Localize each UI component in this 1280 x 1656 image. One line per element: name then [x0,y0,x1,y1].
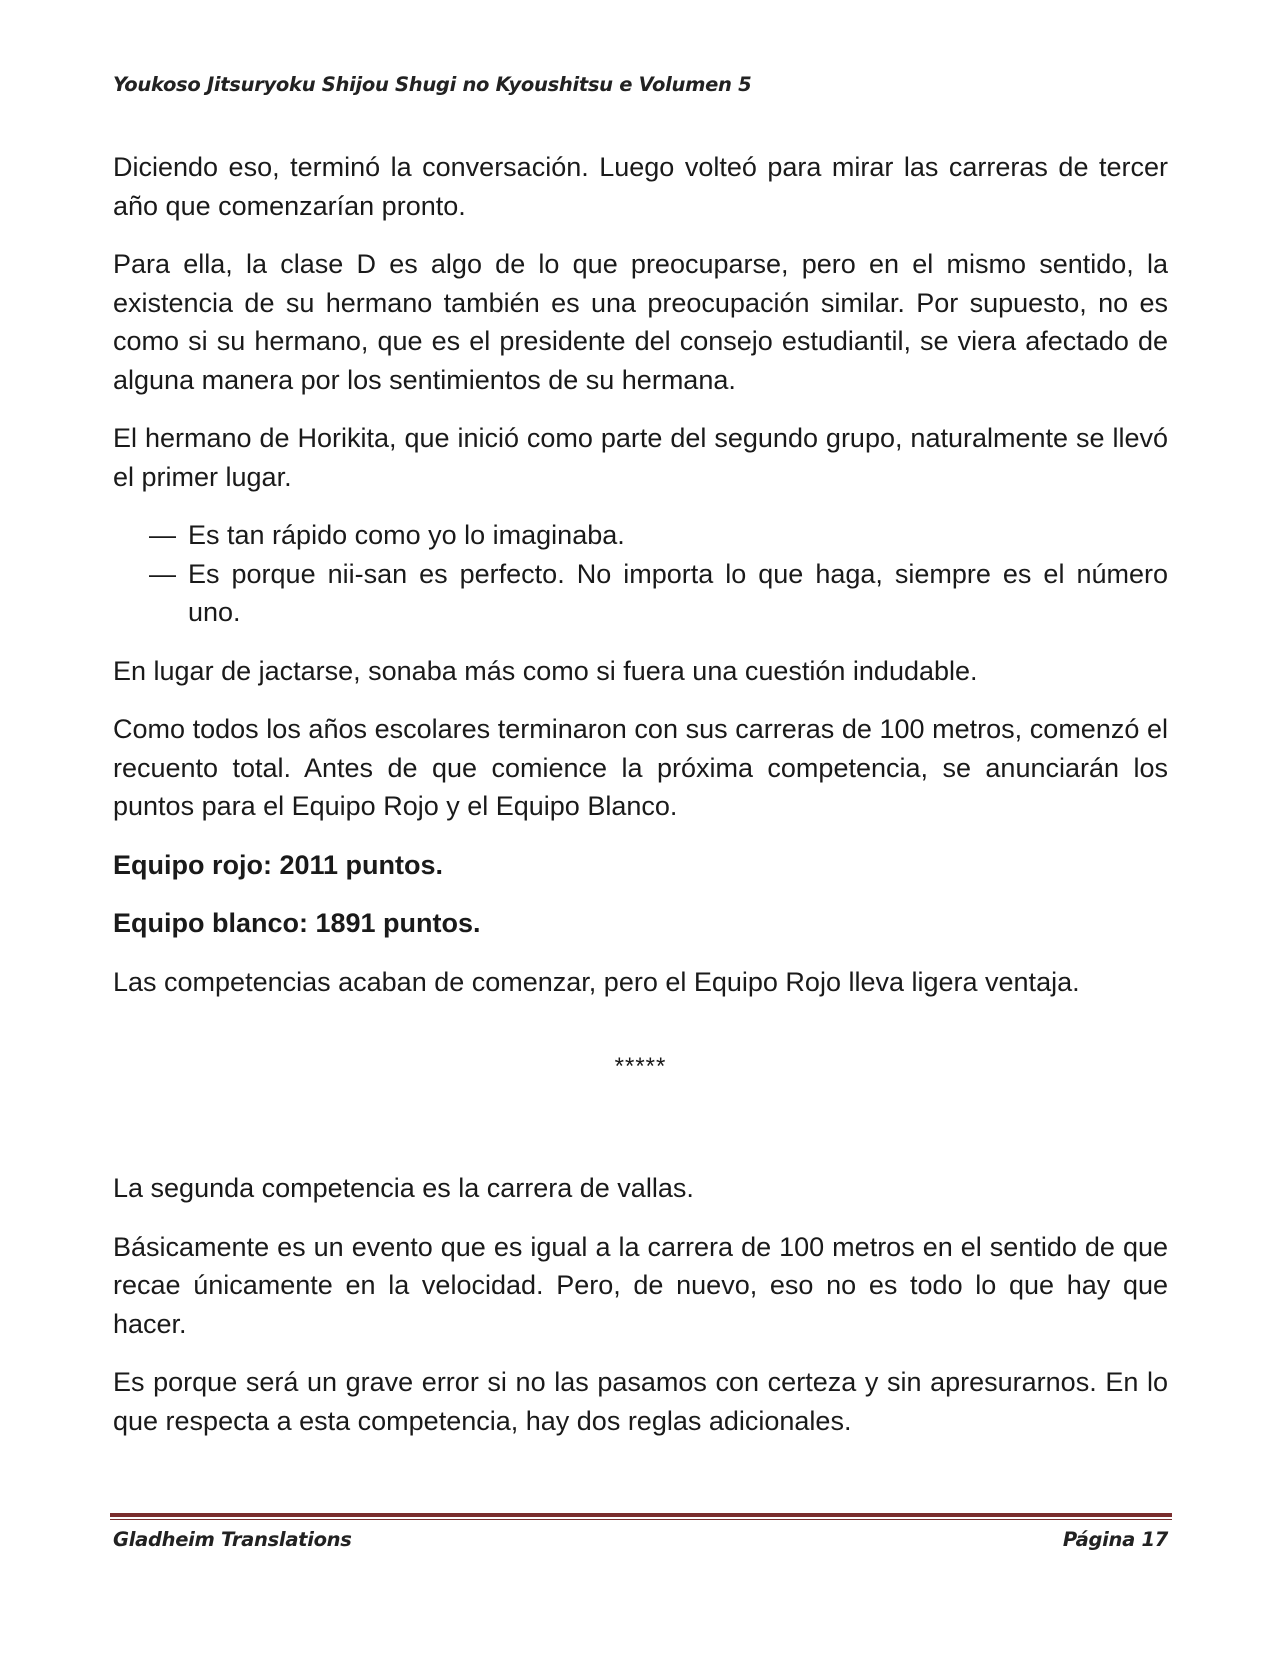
page-body [113,148,1168,1460]
dialog-line [113,555,1168,632]
score-white: Equipo blanco: 1891 puntos. [113,908,481,938]
paragraph: La segunda competencia es la carrera de vallas. [113,1173,694,1203]
paragraph: Como todos los años escolares terminaron con sus carreras de 100 metros, comenzó el recuento total. Antes de que comience la próxima competencia, se anunciarán los puntos para el Equipo Rojo y el Equipo Blanco. [113,714,1168,821]
section-two [113,1169,1168,1440]
paragraph: Es porque será un grave error si no las pasamos con certeza y sin apresurarnos. En lo que respecta a esta competencia, hay dos reglas adicionales. [113,1367,1168,1436]
footer-rule-thin [110,1519,1172,1520]
document-page [113,0,1168,1656]
paragraph: Las competencias acaban de comenzar, pero el Equipo Rojo lleva ligera ventaja. [113,966,1080,997]
em-dash: — [149,520,176,550]
paragraph: Para ella, la clase D es algo de lo que preocuparse, pero en el mismo sentido, la existencia de su hermano también es una preocupación similar. Por supuesto, no es como si su hermano, que es el presidente del consejo estudiantil, se viera afectado de alguna manera por los sentimientos de su hermana. [113,249,1168,395]
footer-translator: Gladheim Translations [113,1528,352,1551]
dialog-line [113,516,1168,555]
score-red: Equipo rojo: 2011 puntos. [113,849,444,880]
dialog-list [113,516,1168,632]
dialog-text: Es tan rápido como yo lo imaginaba. [188,520,625,550]
dialog-text: Es porque nii-san es perfecto. No importa lo que haga, siempre es el número uno. [188,558,1168,627]
footer-rule [110,1513,1172,1517]
running-header: Youkoso Jitsuryoku Shijou Shugi no Kyoushitsu e Volumen 5 [113,73,752,96]
paragraph: Diciendo eso, terminó la conversación. Luego volteó para mirar las carreras de tercer año que comenzarían pronto. [113,152,1168,221]
section-separator: ***** [614,1053,667,1080]
paragraph: Básicamente es un evento que es igual a la carrera de 100 metros en el sentido de que recae únicamente en la velocidad. Pero, de nuevo, eso no es todo lo que hay que hacer. [113,1231,1168,1339]
paragraph: El hermano de Horikita, que inició como parte del segundo grupo, naturalmente se llevó el primer lugar. [113,423,1168,492]
em-dash: — [149,558,176,589]
footer-page-number: Página 17 [1062,1528,1168,1551]
paragraph: En lugar de jactarse, sonaba más como si fuera una cuestión indudable. [113,655,978,686]
